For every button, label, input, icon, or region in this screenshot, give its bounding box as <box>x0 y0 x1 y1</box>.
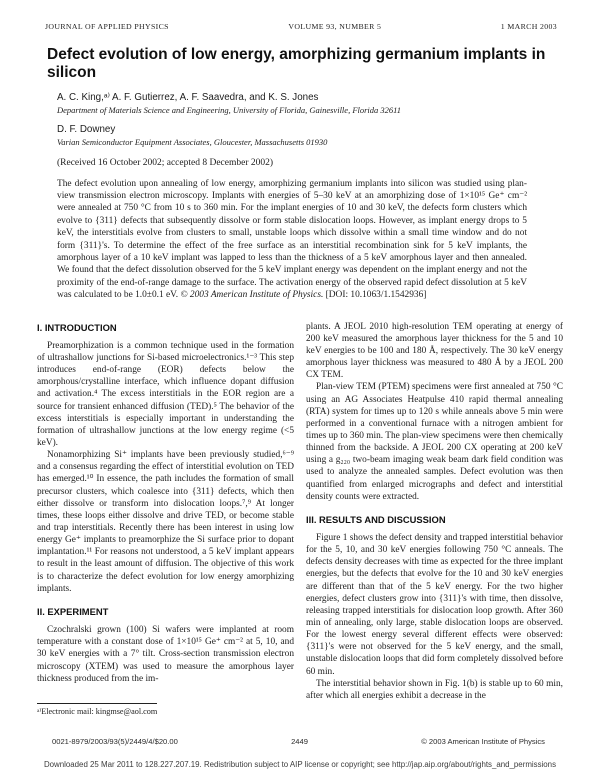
running-head <box>37 22 563 31</box>
left-column <box>37 321 294 720</box>
section-heading-experiment: II. EXPERIMENT <box>37 605 109 617</box>
article-title: Defect evolution of low energy, amorphizing germanium implants in silicon <box>47 46 546 81</box>
footer-copyright: © 2003 American Institute of Physics <box>421 737 545 746</box>
introduction-paragraph-1: Preamorphization is a common technique used in the formation of ultrashallow junctions for Si-based microelectronics.¹⁻³ This step introduces end-of-range (EOR) defects below the amorphous/crystalline interface, which influence dopant diffusion and activation.⁴ The excess interstitials in the EOR region are a source for transient enhanced diffusion (TED).⁵ The behavior of the excess interstitials is especially important in understanding the formation of ultrashallow junctions at the low energy regime (<5 keV). <box>37 340 294 449</box>
section-heading-introduction: I. INTRODUCTION <box>37 321 117 333</box>
experiment-paragraph-1: Czochralski grown (100) Si wafers were implanted at room temperature with a constant dose of 1×10¹⁵ Ge⁺ cm⁻² at 5, 10, and 30 keV energies with a 7° tilt. Cross-section transmission electron microscopy (XTEM) was used to measure the amorphous layer thickness produced from the im- <box>37 625 294 684</box>
issue-date: 1 MARCH 2003 <box>500 22 557 31</box>
page-footer <box>52 737 545 746</box>
page-number: 2449 <box>291 737 308 746</box>
footnote-email: ᵃ⁾Electronic mail: kingmse@aol.com <box>37 707 158 717</box>
abstract-copyright: © 2003 American Institute of Physics. <box>180 290 324 301</box>
results-paragraph-2: The interstitial behavior shown in Fig. 1(b) is stable up to 60 min, after which all energies exhibit a decrease in the <box>306 678 563 701</box>
affiliation-company: Varian Semiconductor Equipment Associates, Gloucester, Massachusetts 01930 <box>57 136 328 147</box>
abstract <box>57 178 527 302</box>
author-second: D. F. Downey <box>57 123 116 135</box>
received-dates: (Received 16 October 2002; accepted 8 December 2002) <box>57 157 274 168</box>
right-column <box>306 321 563 720</box>
fee-code: 0021-8979/2003/93(5)/2449/4/$20.00 <box>52 737 178 746</box>
results-paragraph-1: Figure 1 shows the defect density and trapped interstitial behavior for the 5, 10, and 30 keV energies following 750 °C anneals. The defects density decreases with time as expected for the three implant energies, but the defects that evolve for the 10 and 30 keV energies are different than that of the 5 keV energy. For the two higher energies, defect clusters grow into {311}'s with time, then dissolve, releasing trapped interstitials for dislocation loop growth. After 360 min of annealing, only large, stable dislocation loops are observed. For the lowest energy several different effects were observed: {311}'s were not observed for the 5 keV energy, and the small, unstable dislocation loops that did form completely dissolved before 60 min. <box>306 533 563 677</box>
authors-line: A. C. King,ᵃ⁾ A. F. Gutierrez, A. F. Saavedra, and K. S. Jones <box>57 91 319 103</box>
journal-name: JOURNAL OF APPLIED PHYSICS <box>45 22 169 31</box>
footnote-block <box>37 703 294 720</box>
introduction-paragraph-2: Nonamorphizing Si⁺ implants have been previously studied,⁶⁻⁹ and a consensus regarding the effect of interstitial evolution on TED has emerged.¹⁰ In essence, the path includes the formation of small precursor clusters, which coalesce into {311} defects, which then either dissolve or transform into dislocation loops.⁷,⁹ At longer times, these loops either dissolve and drive TED, or become stable and trap interstitials. Recently there has been interest in using low energy Ge⁺ implants to preamorphize the Si surface prior to dopant implantation.¹¹ For reasons not understood, a 5 keV implant appears to result in the least amount of diffusion. The objective of this work is to characterize the defect evolution for low energy amorphizing implants. <box>37 450 294 594</box>
abstract-doi: [DOI: 10.1063/1.1542936] <box>325 290 427 301</box>
experiment-paragraph-3: Plan-view TEM (PTEM) specimens were first annealed at 750 °C using an AG Associates Heatpulse 410 rapid thermal annealing (RTA) system for times up to 120 s while anneals above 5 min were performed in a conventional furnace with a nitrogen ambient for times up to 360 min. The plan-view specimens were then chemically thinned from the backside. A JEOL 200 CX operating at 200 keV using a g₂₂₀ two-beam imaging weak beam dark field condition was used to analyze the annealed samples. Defect evolution was then quantified from enlarged micrographs and defect and interstitial density counts were extracted. <box>306 382 563 502</box>
abstract-text: The defect evolution upon annealing of low energy, amorphizing germanium implants into silicon was studied using plan-view transmission electron microscopy. Implants with energies of 5–30 keV at an amorphizing dose of 1×10¹⁵ Ge⁺ cm⁻² were annealed at 750 °C from 10 s to 360 min. For the implant energies of 10 and 30 keV, the defects form clusters which evolve to {311} defects that subsequently dissolve or form stable dislocation loops. However, as implant energy drops to 5 keV, the interstitials evolve from clusters to small, unstable loops which dissolve within a small time window and do not form {311}'s. To determine the effect of the free surface as an interstitial recombination sink for 5 keV implants, the amorphous layer of a 10 keV implant was lapped to less than the thickness of a 5 keV amorphous layer and then annealed. We found that the defect dissolution observed for the 5 keV implant energy was dependent on the implant energy and not the proximity of the end-of-range damage to the surface. The activation energy of the observed rapid defect dissolution at 5 keV was calculated to be 1.0±0.1 eV. <box>57 178 527 301</box>
volume-number: VOLUME 93, NUMBER 5 <box>288 22 382 31</box>
footnote-rule <box>37 703 157 704</box>
two-column-body <box>37 321 563 720</box>
byline-block <box>57 92 563 168</box>
download-notice: Downloaded 25 Mar 2011 to 128.227.207.19. Redistribution subject to AIP license or copyright; see http://jap.aip.org/about/rights_and_permissions <box>43 760 557 769</box>
section-heading-results: III. RESULTS AND DISCUSSION <box>306 513 446 525</box>
affiliation-university: Department of Materials Science and Engineering, University of Florida, Gainesville, Florida 32611 <box>57 104 402 115</box>
experiment-paragraph-2: plants. A JEOL 2010 high-resolution TEM operating at energy of 200 keV measured the amorphous layer thickness for the 5 and 10 keV energies to be 100 and 180 Å, respectively. The 30 keV energy amorphous layer thickness was measured to 480 Å by a JEOL 200 CX TEM. <box>306 321 563 381</box>
